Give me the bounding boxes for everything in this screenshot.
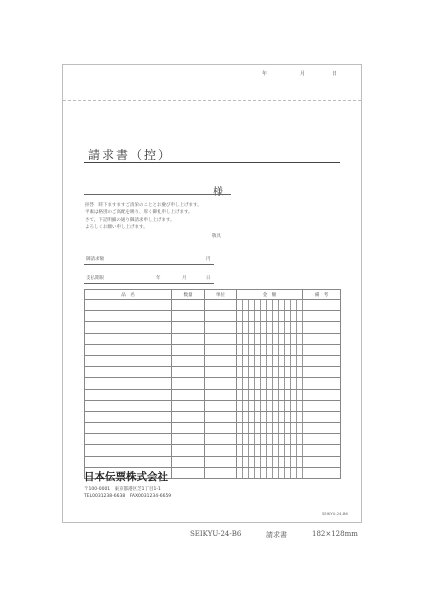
header-quantity: 数量 [172,290,205,300]
perforation-line [63,100,361,101]
table-row [85,322,341,333]
remarks-cell[interactable] [303,378,341,389]
header-unit: 単位 [205,290,237,300]
footer-size: 182×128mm [312,530,358,538]
quantity-cell[interactable] [172,378,205,389]
unit-cell[interactable] [205,445,237,456]
item-name-cell[interactable] [85,411,172,422]
table-row [85,434,341,445]
unit-cell[interactable] [205,333,237,344]
table-row [85,456,341,467]
due-year: 年 [156,276,161,281]
quantity-cell[interactable] [172,344,205,355]
form-code-small: SEIKYU-24-B6 [322,511,348,516]
table-row [85,367,341,378]
item-name-cell[interactable] [85,378,172,389]
greeting-line-3: さて、下記明細の通り御請求申し上げます。 [85,217,175,223]
unit-cell[interactable] [205,311,237,322]
quantity-cell[interactable] [172,423,205,434]
due-underline [84,283,214,284]
company-name: 日本伝票株式会社 [84,471,168,483]
unit-cell[interactable] [205,423,237,434]
unit-cell[interactable] [205,456,237,467]
remarks-cell[interactable] [303,389,341,400]
date-year-label: 年 [262,71,268,77]
item-name-cell[interactable] [85,445,172,456]
item-name-cell[interactable] [85,400,172,411]
table-row [85,333,341,344]
table-row [85,311,341,322]
unit-cell[interactable] [205,389,237,400]
remarks-cell[interactable] [303,322,341,333]
table-row [85,423,341,434]
table-row [85,389,341,400]
item-name-cell[interactable] [85,434,172,445]
company-contact: TEL0031238-6638 FAX0031234-6659 [84,494,172,499]
quantity-cell[interactable] [172,311,205,322]
item-name-cell[interactable] [85,456,172,467]
recipient-underline [84,194,231,195]
table-row [85,300,341,311]
unit-cell[interactable] [205,322,237,333]
unit-cell[interactable] [205,434,237,445]
item-name-cell[interactable] [85,311,172,322]
unit-cell[interactable] [205,355,237,366]
table-row [85,378,341,389]
item-name-cell[interactable] [85,423,172,434]
remarks-cell[interactable] [303,445,341,456]
remarks-cell[interactable] [303,423,341,434]
table-row [85,344,341,355]
item-name-cell[interactable] [85,300,172,311]
remarks-cell[interactable] [303,411,341,422]
unit-cell[interactable] [205,467,237,478]
header-remarks: 備 考 [303,290,341,300]
amount-label: 御請求額 [86,257,104,262]
date-day-label: 日 [332,71,338,77]
unit-cell[interactable] [205,378,237,389]
company-address: 〒100-0001 東京都港区芝1丁目1-1 [84,487,161,492]
quantity-cell[interactable] [172,456,205,467]
item-name-cell[interactable] [85,333,172,344]
remarks-cell[interactable] [303,367,341,378]
unit-cell[interactable] [205,300,237,311]
closing-text: 敬具 [212,234,221,239]
unit-cell[interactable] [205,400,237,411]
item-name-cell[interactable] [85,322,172,333]
greeting-line-1: 拝啓 時下ますますご清栄のこととお慶び申し上げます。 [85,203,202,208]
due-label: 支払期限 [86,276,104,281]
quantity-cell[interactable] [172,445,205,456]
remarks-cell[interactable] [303,400,341,411]
unit-cell[interactable] [205,411,237,422]
amount-underline [84,264,214,265]
item-name-cell[interactable] [85,344,172,355]
recipient-suffix: 様 [213,187,223,198]
table-row [85,400,341,411]
remarks-cell[interactable] [303,355,341,366]
quantity-cell[interactable] [172,400,205,411]
date-month-label: 月 [300,71,306,77]
quantity-cell[interactable] [172,434,205,445]
items-table-body [85,300,341,479]
quantity-cell[interactable] [172,355,205,366]
header-item-name: 品 名 [85,290,172,300]
table-row [85,355,341,366]
header-amount: 金 額 [237,290,303,300]
quantity-cell[interactable] [172,322,205,333]
footer-code: SEIKYU-24-B6 [190,530,242,538]
remarks-cell[interactable] [303,300,341,311]
remarks-cell[interactable] [303,344,341,355]
quantity-cell[interactable] [172,467,205,478]
greeting-line-2: 平素は格別のご高配を賜り、厚く御礼申し上げます。 [85,210,193,216]
remarks-cell[interactable] [303,456,341,467]
item-name-cell[interactable] [85,389,172,400]
table-header-row [85,290,341,300]
footer-name: 請求書 [266,531,287,539]
quantity-cell[interactable] [172,333,205,344]
quantity-cell[interactable] [172,367,205,378]
due-day: 日 [206,276,211,281]
remarks-cell[interactable] [303,467,341,478]
amount-unit: 円 [206,257,211,262]
item-name-cell[interactable] [85,355,172,366]
unit-cell[interactable] [205,344,237,355]
quantity-cell[interactable] [172,411,205,422]
company-address-block [84,486,234,500]
title-underline [84,162,340,163]
table-row [85,445,341,456]
item-name-cell[interactable] [85,367,172,378]
table-row [85,411,341,422]
greeting-text [85,202,245,231]
due-month: 月 [182,276,187,281]
unit-cell[interactable] [205,367,237,378]
items-table [84,289,341,479]
remarks-cell[interactable] [303,333,341,344]
document-title: 請求書（控） [88,148,173,162]
remarks-cell[interactable] [303,434,341,445]
greeting-line-4: よろしくお願い申し上げます。 [85,224,148,230]
quantity-cell[interactable] [172,300,205,311]
remarks-cell[interactable] [303,311,341,322]
quantity-cell[interactable] [172,389,205,400]
